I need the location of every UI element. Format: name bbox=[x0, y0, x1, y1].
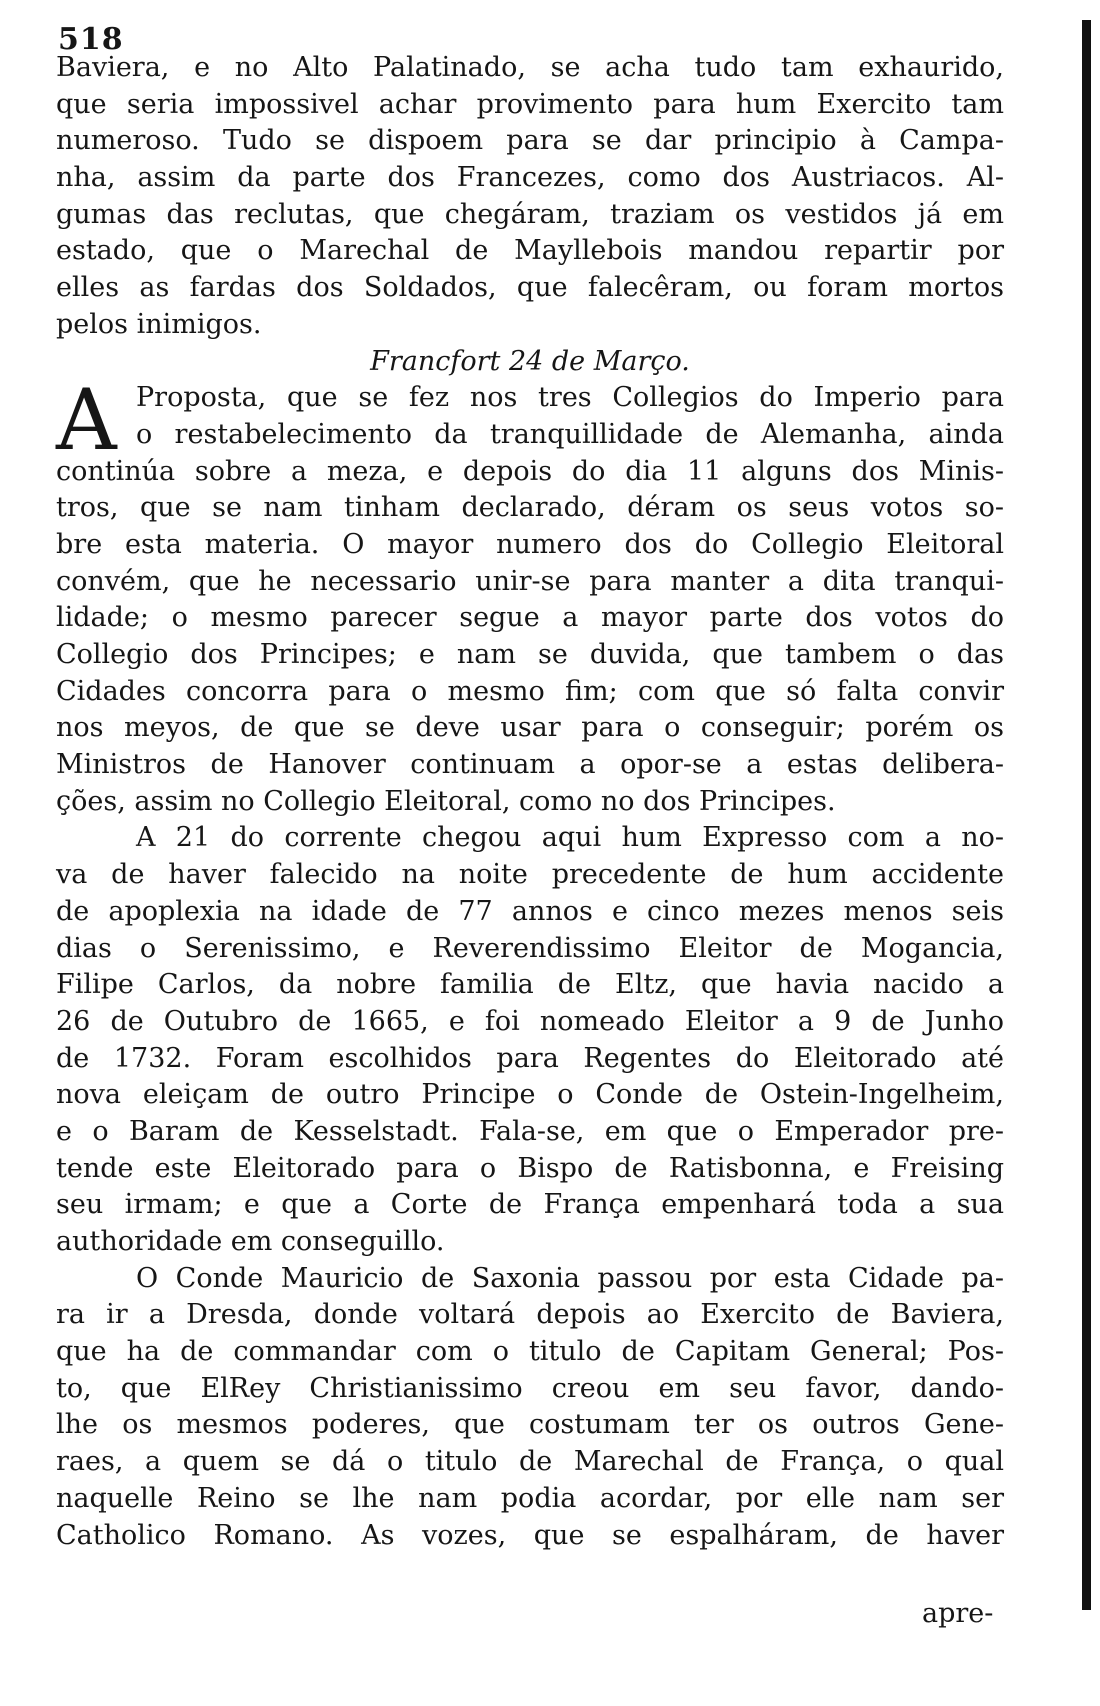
text-line: estado, que o Marechal de Mayllebois mandou repartir por bbox=[56, 235, 1004, 267]
paragraph-expresso bbox=[56, 820, 1004, 1260]
paragraph-baviera bbox=[56, 50, 1004, 344]
text-line: Baviera, e no Alto Palatinado, se acha tudo tam exhaurido, bbox=[56, 52, 1004, 83]
text-line: va de haver falecido na noite precedente de hum accidente bbox=[56, 859, 1004, 891]
text-line: elles as fardas dos Soldados, que falecêram, ou foram mortos bbox=[56, 272, 1004, 304]
dateline-heading: Francfort 24 de Março. bbox=[370, 345, 690, 377]
text-line: seu irmam; e que a Corte de França empenhará toda a sua bbox=[56, 1189, 1004, 1221]
text-line: O Conde Mauricio de Saxonia passou por esta Cidade pa- bbox=[136, 1262, 1004, 1294]
text-line: to, que ElRey Christianissimo creou em seu favor, dando- bbox=[56, 1372, 1004, 1404]
text-line: Filipe Carlos, da nobre familia de Eltz, que havia nacido a bbox=[56, 969, 1004, 1001]
text-line: convém, que he necessario unir-se para manter a dita tranqui- bbox=[56, 565, 1004, 597]
text-line: Catholico Romano. As vozes, que se espalháram, de haver bbox=[56, 1519, 1004, 1551]
text-line: bre esta materia. O mayor numero dos do Collegio Eleitoral bbox=[56, 528, 1004, 560]
text-line: o restabelecimento da tranquillidade de Alemanha, ainda bbox=[136, 418, 1004, 450]
text-line: de apoplexia na idade de 77 annos e cinco mezes menos seis bbox=[56, 895, 1004, 927]
text-line: dias o Serenissimo, e Reverendissimo Eleitor de Mogancia, bbox=[56, 932, 1004, 964]
text-line: nos meyos, de que se deve usar para o conseguir; porém os bbox=[56, 712, 1004, 744]
text-line: nha, assim da parte dos Francezes, como dos Austriacos. Al- bbox=[56, 162, 1004, 194]
text-line: tros, que se nam tinham declarado, déram os seus votos so- bbox=[56, 492, 1004, 524]
text-line: authoridade em conseguillo. bbox=[56, 1226, 445, 1257]
text-line: numeroso. Tudo se dispoem para se dar principio à Campa- bbox=[56, 125, 1004, 157]
text-line: Ministros de Hanover continuam a opor-se a estas delibera- bbox=[56, 749, 1004, 781]
text-line: de 1732. Foram escolhidos para Regentes do Eleitorado até bbox=[56, 1042, 1004, 1074]
catchword: apre- bbox=[922, 1598, 994, 1629]
text-line: Proposta, que se fez nos tres Collegios do Imperio para bbox=[136, 382, 1004, 414]
page-number: 518 bbox=[58, 22, 124, 57]
text-line: lhe os mesmos poderes, que costumam ter os outros Gene- bbox=[56, 1409, 1004, 1441]
text-line: que ha de commandar com o titulo de Capitam General; Pos- bbox=[56, 1336, 1004, 1368]
text-line: ções, assim no Collegio Eleitoral, como no dos Principes. bbox=[56, 785, 836, 817]
text-line: ra ir a Dresda, donde voltará depois ao Exercito de Baviera, bbox=[56, 1299, 1004, 1331]
page-edge-rule bbox=[1082, 20, 1091, 1610]
drop-cap: A bbox=[56, 371, 117, 470]
text-line: 26 de Outubro de 1665, e foi nomeado Eleitor a 9 de Junho bbox=[56, 1005, 1004, 1037]
paragraph-proposta bbox=[56, 371, 1004, 820]
text-line: A 21 do corrente chegou aqui hum Expresso com a no- bbox=[136, 822, 1004, 854]
body-text bbox=[56, 50, 1004, 1554]
text-line: tende este Eleitorado para o Bispo de Ratisbonna, e Freising bbox=[56, 1152, 1004, 1184]
text-line: naquelle Reino se lhe nam podia acordar, por elle nam ser bbox=[56, 1482, 1004, 1514]
text-line: raes, a quem se dá o titulo de Marechal de França, o qual bbox=[56, 1446, 1004, 1478]
text-line: lidade; o mesmo parecer segue a mayor parte dos votos do bbox=[56, 602, 1004, 634]
text-line: pelos inimigos. bbox=[56, 308, 262, 340]
text-line: que seria impossivel achar provimento para hum Exercito tam bbox=[56, 88, 1004, 120]
text-line: continúa sobre a meza, e depois do dia 11 alguns dos Minis- bbox=[56, 455, 1004, 487]
text-line: nova eleiçam de outro Principe o Conde de Ostein-Ingelheim, bbox=[56, 1079, 1004, 1111]
text-line: Collegio dos Principes; e nam se duvida, que tambem o das bbox=[56, 639, 1004, 670]
paragraph-conde-mauricio bbox=[56, 1261, 1004, 1555]
text-line: gumas das reclutas, que chegáram, traziam os vestidos já em bbox=[56, 198, 1004, 230]
text-line: Cidades concorra para o mesmo fim; com que só falta convir bbox=[56, 675, 1004, 707]
text-line: e o Baram de Kesselstadt. Fala-se, em que o Emperador pre- bbox=[56, 1115, 1004, 1147]
